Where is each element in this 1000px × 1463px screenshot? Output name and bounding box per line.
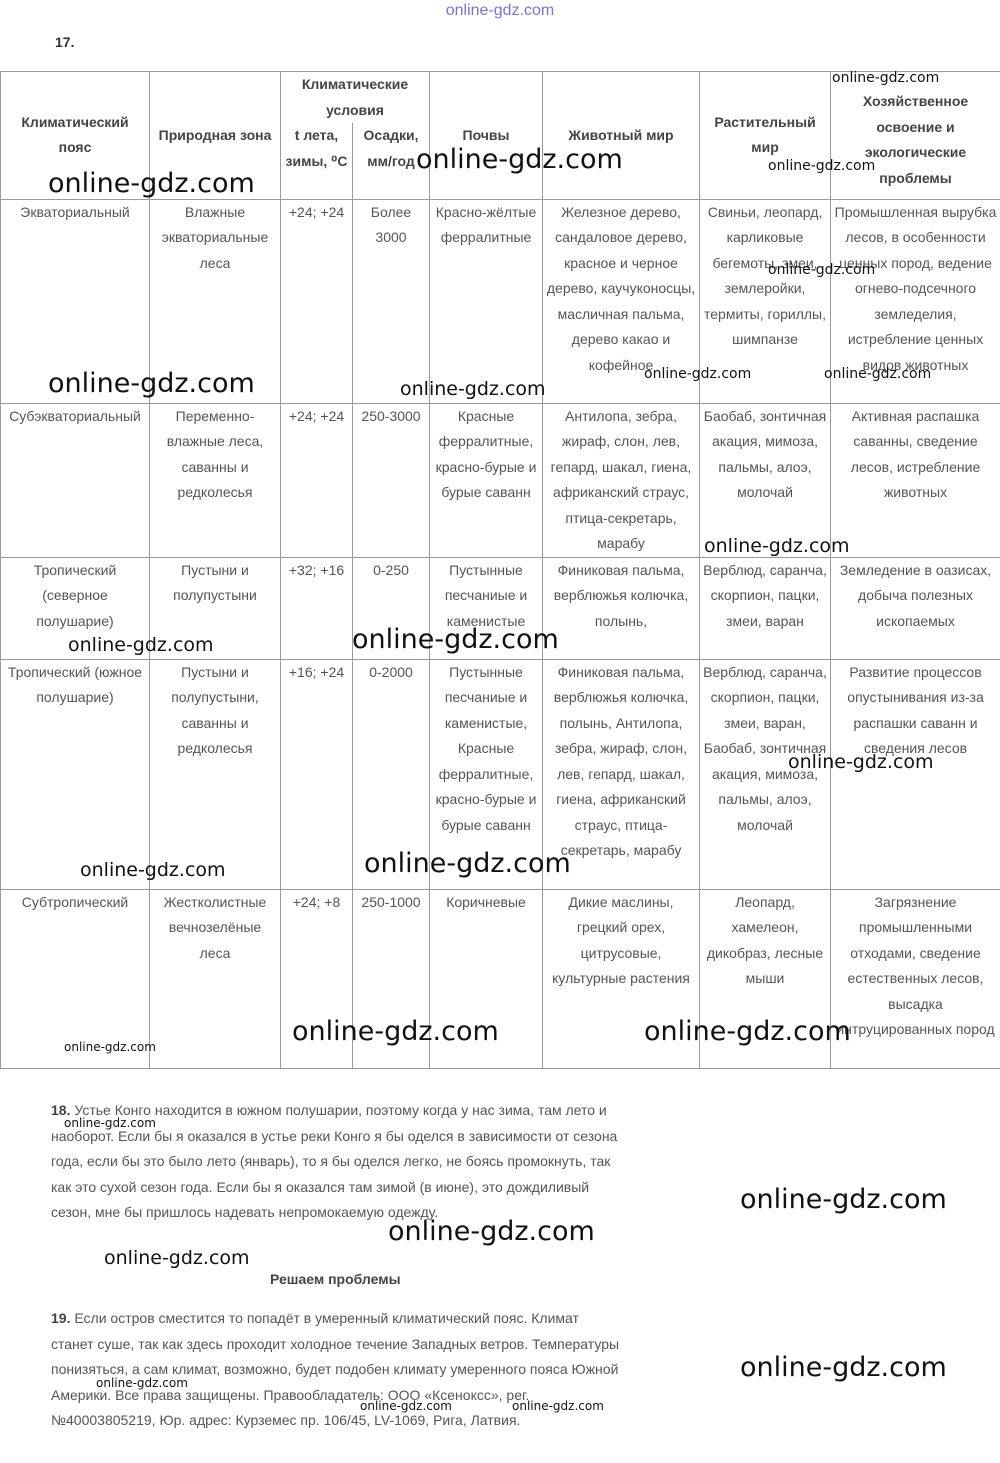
cell-fauna: Финиковая пальма, верблюжья колючка, полынь, [543, 557, 700, 659]
cell-flora: Верблюд, саранча, скорпион, пацки, змеи, варан [700, 557, 831, 659]
cell-belt: Тропический (южное полушарие) [1, 659, 150, 889]
header-precip: Осадки, мм/год [353, 123, 430, 199]
task-18-number: 18. [51, 1102, 71, 1118]
cell-zone: Переменно-влажные леса, саванны и редколесья [150, 403, 281, 557]
watermark: online-gdz.com [644, 1016, 851, 1047]
watermark: online-gdz.com [788, 751, 934, 773]
watermark: online-gdz.com [352, 624, 559, 655]
watermark: online-gdz.com [400, 378, 546, 400]
watermark: online-gdz.com [416, 144, 623, 175]
cell-econ: Загрязнение промышленными отходами, сведение естественных лесов, высадка интруцированных пород [831, 889, 1000, 1068]
watermark: online-gdz.com [644, 366, 752, 382]
watermark: online-gdz.com [364, 848, 571, 879]
cell-fauna: Железное дерево, сандаловое дерево, красное и черное дерево, каучуконосцы, масличная пальма, дерево какао и кофейное [543, 199, 700, 403]
header-flora: Растительный мир [700, 72, 831, 200]
watermark: online-gdz.com [292, 1016, 499, 1047]
cell-econ: Развитие процессов опустынивания из-за распашки саванн и сведения лесов [831, 659, 1000, 889]
watermark: online-gdz.com [768, 158, 876, 174]
watermark: online-gdz.com [64, 1040, 156, 1054]
watermark: online-gdz.com [104, 1247, 250, 1269]
header-soils: Почвы [430, 72, 543, 200]
cell-temp: +16; +24 [281, 659, 353, 889]
cell-flora: Свиньи, леопард, карликовые бегемоты, змеи, землеройки, термиты, гориллы, шимпанзе [700, 199, 831, 403]
task-18-text: Устье Конго находится в южном полушарии, поэтому когда у нас зима, там лето и наоборот. Если бы я оказался в устье реки Конго я бы оделся в зависимости от сезона года, если бы это было лето (январь), то я бы оделся легко, не боясь промокнуть, так как это сухой сезон года. Если бы я оказался там зимой (в июне), это дождиливый сезон, мне бы пришлось надевать непромокаемую одежду. [51, 1102, 618, 1220]
cell-flora: Баобаб, зонтичная акация, мимоза, пальмы, алоэ, молочай [700, 403, 831, 557]
cell-temp: +24; +8 [281, 889, 353, 1068]
task-19-paragraph [51, 1306, 621, 1434]
cell-belt: Субэкваториальный [1, 403, 150, 557]
watermark: online-gdz.com [80, 859, 226, 881]
cell-precip: 250-3000 [353, 403, 430, 557]
cell-econ: Активная распашка саванны, сведение лесов, истребление животных [831, 403, 1000, 557]
watermark: online-gdz.com [48, 368, 255, 399]
cell-precip: 250-1000 [353, 889, 430, 1068]
watermark: online-gdz.com [740, 1184, 947, 1215]
task-17-number: 17. [55, 34, 75, 50]
cell-zone: Пустыни и полупустыни, саванны и редколесья [150, 659, 281, 889]
cell-zone: Жестколистные вечнозелёные леса [150, 889, 281, 1068]
watermark: online-gdz.com [64, 1116, 156, 1130]
task-19-number: 19. [51, 1310, 71, 1326]
task-19-text: Если остров сместится то попадёт в умеренный климатический пояс. Климат станет суше, так как здесь проходит холодное течение Западных ветров. Температуры понизяться, а сам климат, возможно, будет подобен климату умеренного пояса Южной Америки. Все права защищены. Правообладатель: ООО «Ксеноксс», рег. №40003805219, Юр. адрес: Курземес пр. 106/45, LV-1069, Рига, Латвия. [51, 1310, 620, 1428]
watermark: online-gdz.com [512, 1399, 604, 1413]
cell-zone: Пустыни и полупустыни [150, 557, 281, 659]
cell-soils: Коричневые [430, 889, 543, 1068]
header-climate: Климатические условия [281, 72, 430, 124]
header-fauna: Животный мир [543, 72, 700, 200]
section-heading: Решаем проблемы [270, 1271, 401, 1287]
cell-flora: Верблюд, саранча, скорпион, пацки, змеи, варан, Баобаб, зонтичная акация, мимоза, пальмы, алоэ, молочай [700, 659, 831, 889]
cell-econ: Промышленная вырубка лесов, в особенности ценных пород, ведение огнево-подсечного земледелия, истребление ценных видов животных [831, 199, 1000, 403]
cell-fauna: Дикие маслины, грецкий орех, цитрусовые, культурные растения [543, 889, 700, 1068]
watermark: online-gdz.com [48, 168, 255, 199]
cell-zone: Влажные экваториальные леса [150, 199, 281, 403]
header-belt: Климатический пояс [1, 72, 150, 200]
watermark: online-gdz.com [832, 70, 940, 86]
climate-zones-table [0, 71, 1000, 1069]
site-header: online-gdz.com [445, 2, 555, 19]
watermark: online-gdz.com [360, 1399, 452, 1413]
cell-soils: Пустынные песчаниые и каменистые [430, 557, 543, 659]
cell-precip: 0-250 [353, 557, 430, 659]
watermark: online-gdz.com [96, 1376, 188, 1390]
cell-belt: Субтропический [1, 889, 150, 1068]
cell-soils: Красные ферралитные, красно-бурые и бурые саванн [430, 403, 543, 557]
cell-soils: Пустынные песчаниые и каменистые, Красные ферралитные, красно-бурые и бурые саванн [430, 659, 543, 889]
watermark: online-gdz.com [68, 634, 214, 656]
cell-temp: +24; +24 [281, 199, 353, 403]
header-zone: Природная зона [150, 72, 281, 200]
cell-belt: Тропический (северное полушарие) [1, 557, 150, 659]
watermark: online-gdz.com [740, 1352, 947, 1383]
cell-soils: Красно-жёлтые ферралитные [430, 199, 543, 403]
cell-precip: Более 3000 [353, 199, 430, 403]
watermark: online-gdz.com [824, 366, 932, 382]
watermark: online-gdz.com [388, 1216, 595, 1247]
watermark: online-gdz.com [768, 262, 876, 278]
table-row [1, 403, 1000, 557]
header-econ: Хозяйственное освоение и экологические проблемы [831, 72, 1000, 200]
cell-econ: Земледение в оазисах, добыча полезных ископаемых [831, 557, 1000, 659]
watermark: online-gdz.com [704, 535, 850, 557]
cell-flora: Леопард, хамелеон, дикобраз, лесные мыши [700, 889, 831, 1068]
cell-belt: Экваториальный [1, 199, 150, 403]
cell-precip: 0-2000 [353, 659, 430, 889]
header-temp: t лета, зимы, ⁰С [281, 123, 353, 199]
cell-temp: +32; +16 [281, 557, 353, 659]
cell-fauna: Антилопа, зебра, жираф, слон, лев, гепард, шакал, гиена, африканский страус, птица-секретарь, марабу [543, 403, 700, 557]
cell-temp: +24; +24 [281, 403, 353, 557]
cell-fauna: Финиковая пальма, верблюжья колючка, полынь, Антилопа, зебра, жираф, слон, лев, гепард, шакал, гиена, африканский страус, птица-секретарь, марабу [543, 659, 700, 889]
